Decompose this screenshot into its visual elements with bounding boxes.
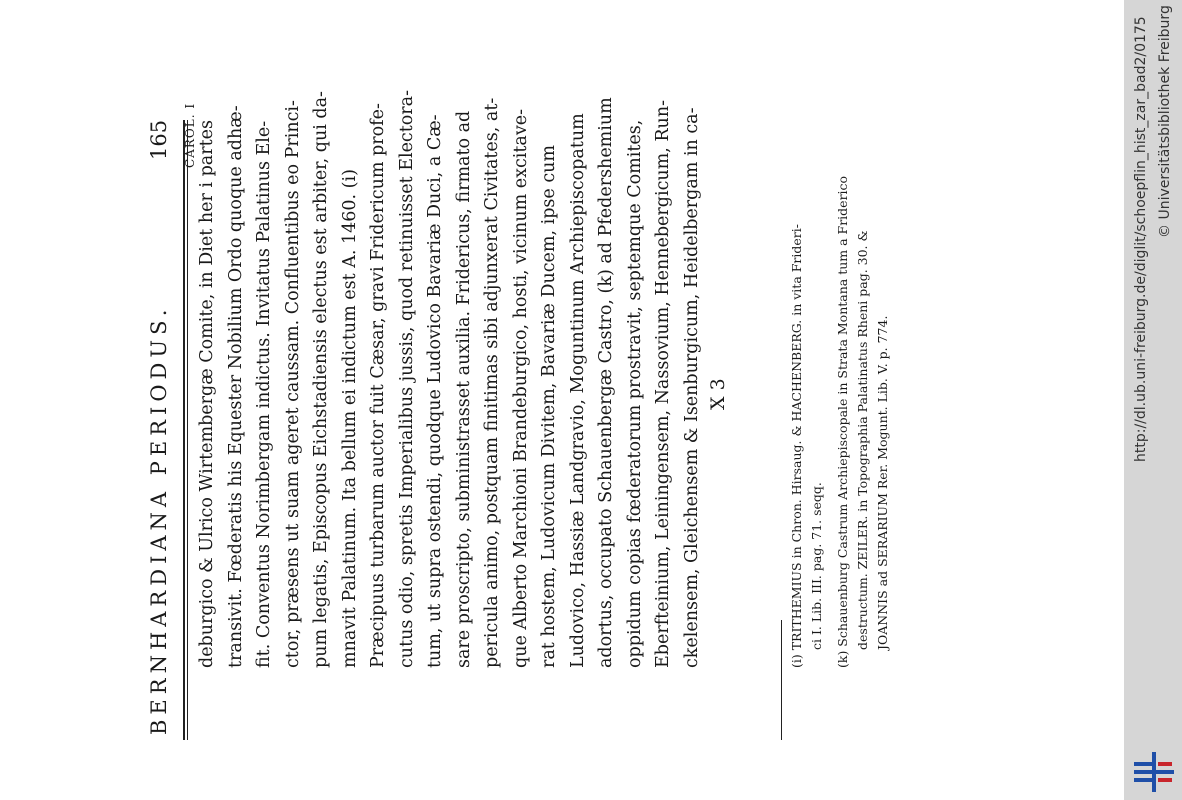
signature-mark: X 3 [707,378,729,410]
text-line: ckelensem, Gleichensem & Isenburgicum, Heidelbergam in ca- [681,107,702,668]
text-line: sare proscripto, subministrasset auxilia. Fridericus, firmato ad [453,110,474,668]
text-line: mnavit Palatinum. Ita bellum ei indictum est A. 1460. (i) [339,169,360,668]
footnote-line: destructum. ZEILER. in Topographia Palatinatus Rheni pag. 30. & [855,230,870,650]
marginal-note: CAROL. I [183,102,197,168]
text-line: Præcipuus turbarum auctor fuit Cæsar, gravi Fridericum profe- [368,103,388,668]
library-logo-icon [1132,748,1176,796]
running-head: BERNHARDIANA PERIODUS. [147,304,171,735]
footnote-line: JOANNIS ad SERARIUM Rer. Mogunt. Lib. V. p. 774. [875,315,890,650]
text-line: adortus, occupato Schauenbergæ Castro, (k) ad Pfedershemium [596,97,616,668]
text-line: Ludovico, Hassiæ Landgravio, Moguntinum Archiepiscopatum [567,113,588,668]
footnote-line: (i) TRITHEMIUS in Chron. Hirsaug. & HACHENBERG. in vita Frideri- [789,224,804,668]
footnote-rule [781,620,782,740]
page-url[interactable]: http://dl.ub.uni-freiburg.de/diglit/schoepflin_hist_zar_bad2/0175 [1133,16,1149,462]
text-line: pum legatis, Episcopus Eichstadiensis electus est arbiter, qui da- [311,91,331,668]
book-page [139,60,890,780]
text-line: ctor, præsens ut suam ageret caussam. Confluentibus eo Princi- [282,100,303,668]
text-line: deburgico & Ulrico Wirtembergæ Comite, in Diet her i partes [197,120,217,668]
text-line: tum, ut supra ostendi, quodque Ludovico Bavariæ Duci, a Cæ- [425,114,445,668]
text-line: fit. Conventus Norimbergam indictus. Invitatus Palatinus Ele- [254,120,274,668]
text-line: oppidum copias fœderatorum prostravit, septemque Comites, [624,119,645,668]
page-number: 165 [147,119,171,160]
text-line: Eberfteinium, Leiningensem, Nassovium, Hennebergicum, Run- [653,100,673,668]
footnote-line: ci I. Lib. III. pag. 71. seqq. [809,482,824,650]
text-line: pericula animo, postquam finitimas sibi adjunxerat Civitates, at- [482,97,502,668]
text-line: transivit. Fœderatis his Equester Nobilium Ordo quoque adhæ- [225,105,246,668]
text-line: rat hostem, Ludovicum Divitem, Bavariæ Ducem, ipse cum [539,145,559,668]
text-line: que Alberto Marchioni Brandeburgico, hosti, vicinum excitave- [510,109,531,668]
header-rule [183,120,185,740]
header-rule-thin [187,120,188,740]
copyright-notice: © Universitätsbibliothek Freiburg [1157,5,1173,238]
text-line: cutus odio, spretis Imperialibus jussis, quod retinuisset Electora- [396,89,417,668]
footnote-line: (k) Schauenburg Castrum Archiepiscopale in Strata Montana tum a Friderico [835,175,850,668]
